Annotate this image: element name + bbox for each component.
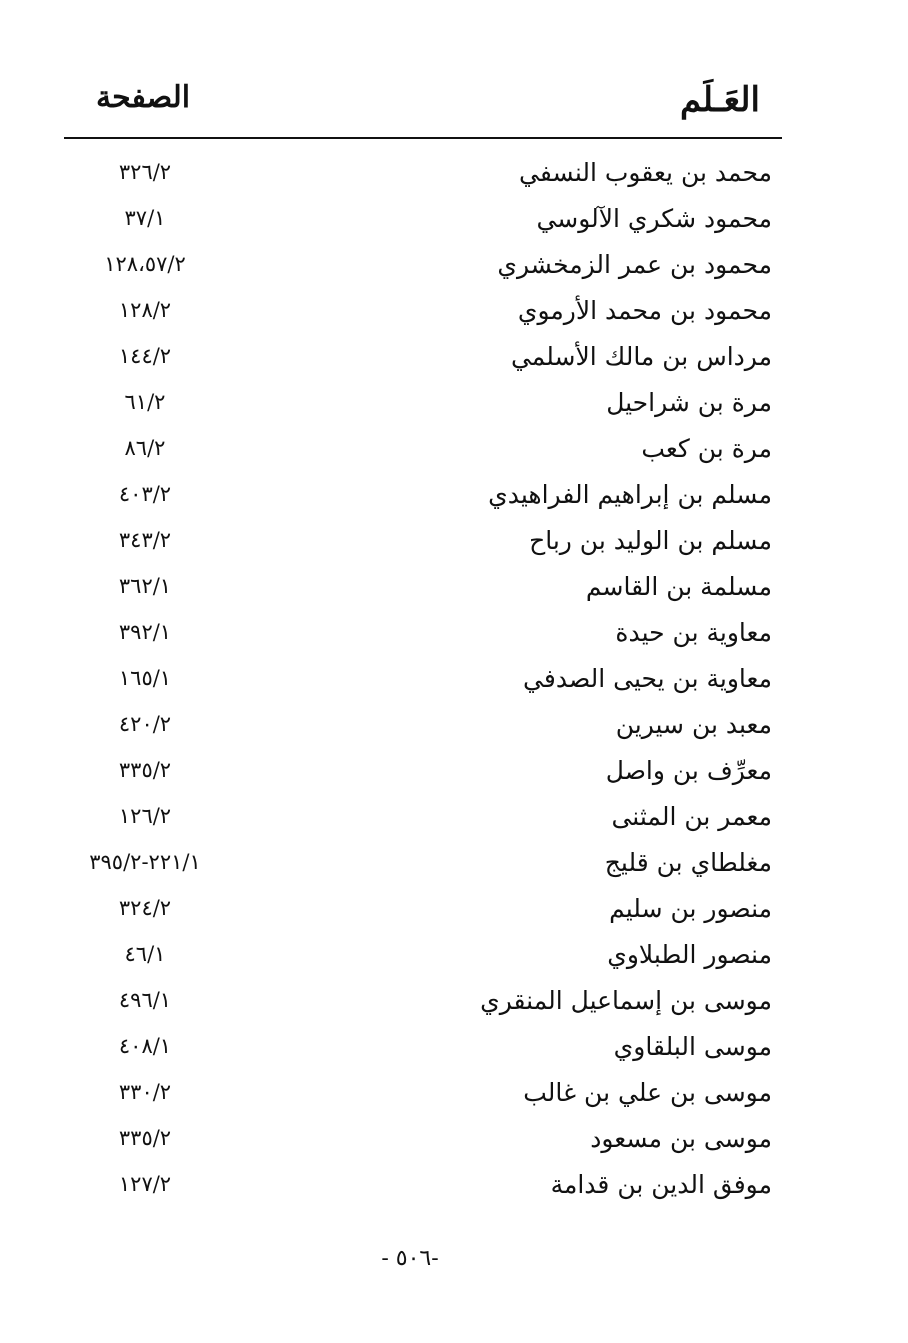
entry-name: مسلم بن إبراهيم الفراهيدي: [488, 480, 772, 509]
entry-name: موفق الدين بن قدامة: [550, 1170, 772, 1199]
entry-page-ref: ٤٩٦/١: [118, 988, 172, 1012]
index-entry: [60, 1028, 780, 1074]
entry-name: معمر بن المثنى: [611, 802, 772, 831]
index-entry: [60, 752, 780, 798]
index-entry: [60, 430, 780, 476]
index-entry: [60, 614, 780, 660]
entry-page-ref: ٣٦٢/١: [118, 574, 172, 598]
index-entry: [60, 1166, 780, 1212]
entry-page-ref: ٤٦/١: [124, 942, 166, 966]
index-entry: [60, 338, 780, 384]
index-entry: [60, 522, 780, 568]
entry-page-ref: ٣٣٥/٢: [118, 758, 172, 782]
entry-name: مرة بن شراحيل: [606, 388, 772, 417]
index-entry: [60, 246, 780, 292]
header-divider: [64, 137, 782, 139]
entry-name: معبد بن سيرين: [615, 710, 772, 739]
entry-page-ref: ٤٠٣/٢: [118, 482, 172, 506]
entry-name: محمود شكري الآلوسي: [536, 204, 772, 233]
entry-page-ref: ٣٤٣/٢: [118, 528, 172, 552]
entry-name: معاوية بن يحيى الصدفي: [523, 664, 772, 693]
entry-name: موسى بن علي بن غالب: [523, 1078, 772, 1107]
entry-page-ref: ١٢٨،٥٧/٢: [104, 252, 186, 276]
index-entry: [60, 798, 780, 844]
page-column-heading: الصفحة: [96, 80, 191, 115]
index-entry: [60, 982, 780, 1028]
entry-name: موسى بن مسعود: [590, 1124, 772, 1153]
column-header: [64, 78, 782, 136]
entry-name: محمد بن يعقوب النسفي: [519, 158, 772, 187]
entry-name: مرداس بن مالك الأسلمي: [510, 342, 772, 371]
entry-name: معرِّف بن واصل: [605, 756, 772, 785]
entry-name: موسى البلقاوي: [613, 1032, 772, 1061]
entry-name: موسى بن إسماعيل المنقري: [480, 986, 772, 1015]
entry-page-ref: ٢٢١/١-٣٩٥/٢: [89, 850, 201, 874]
entry-page-ref: ٣٧/١: [124, 206, 166, 230]
entry-name: محمود بن عمر الزمخشري: [497, 250, 772, 279]
entry-name: محمود بن محمد الأرموي: [517, 296, 772, 325]
index-entry: [60, 476, 780, 522]
entry-page-ref: ١٤٤/٢: [118, 344, 172, 368]
entry-name: مسلم بن الوليد بن رباح: [529, 526, 772, 555]
index-entry: [60, 568, 780, 614]
name-column-heading: العَـلَم: [679, 80, 760, 120]
entry-name: مسلمة بن القاسم: [585, 572, 772, 601]
entry-name: مرة بن كعب: [641, 434, 772, 463]
index-entry: [60, 200, 780, 246]
index-entry: [60, 844, 780, 890]
index-entry: [60, 660, 780, 706]
entry-page-ref: ٣٩٢/١: [118, 620, 172, 644]
entry-name: منصور الطبلاوي: [607, 940, 772, 969]
entry-page-ref: ١٢٧/٢: [118, 1172, 172, 1196]
page-number: - ٥٠٦-: [381, 1246, 439, 1271]
entry-page-ref: ١٢٦/٢: [118, 804, 172, 828]
entry-page-ref: ١٦٥/١: [118, 666, 172, 690]
entry-page-ref: ٣٣٠/٢: [118, 1080, 172, 1104]
entry-name: مغلطاي بن قليج: [604, 848, 772, 877]
entry-page-ref: ٤٠٨/١: [118, 1034, 172, 1058]
entry-page-ref: ٣٣٥/٢: [118, 1126, 172, 1150]
entry-page-ref: ٣٢٤/٢: [118, 896, 172, 920]
entry-page-ref: ١٢٨/٢: [118, 298, 172, 322]
index-entry-list: [60, 154, 780, 1212]
entry-name: منصور بن سليم: [609, 894, 772, 923]
index-entry: [60, 936, 780, 982]
index-entry: [60, 1120, 780, 1166]
entry-name: معاوية بن حيدة: [615, 618, 772, 647]
index-entry: [60, 292, 780, 338]
index-entry: [60, 706, 780, 752]
entry-page-ref: ٤٢٠/٢: [118, 712, 172, 736]
index-entry: [60, 384, 780, 430]
index-entry: [60, 1074, 780, 1120]
entry-page-ref: ٨٦/٢: [124, 436, 166, 460]
index-entry: [60, 154, 780, 200]
entry-page-ref: ٣٢٦/٢: [118, 160, 172, 184]
entry-page-ref: ٦١/٢: [124, 390, 166, 414]
index-entry: [60, 890, 780, 936]
